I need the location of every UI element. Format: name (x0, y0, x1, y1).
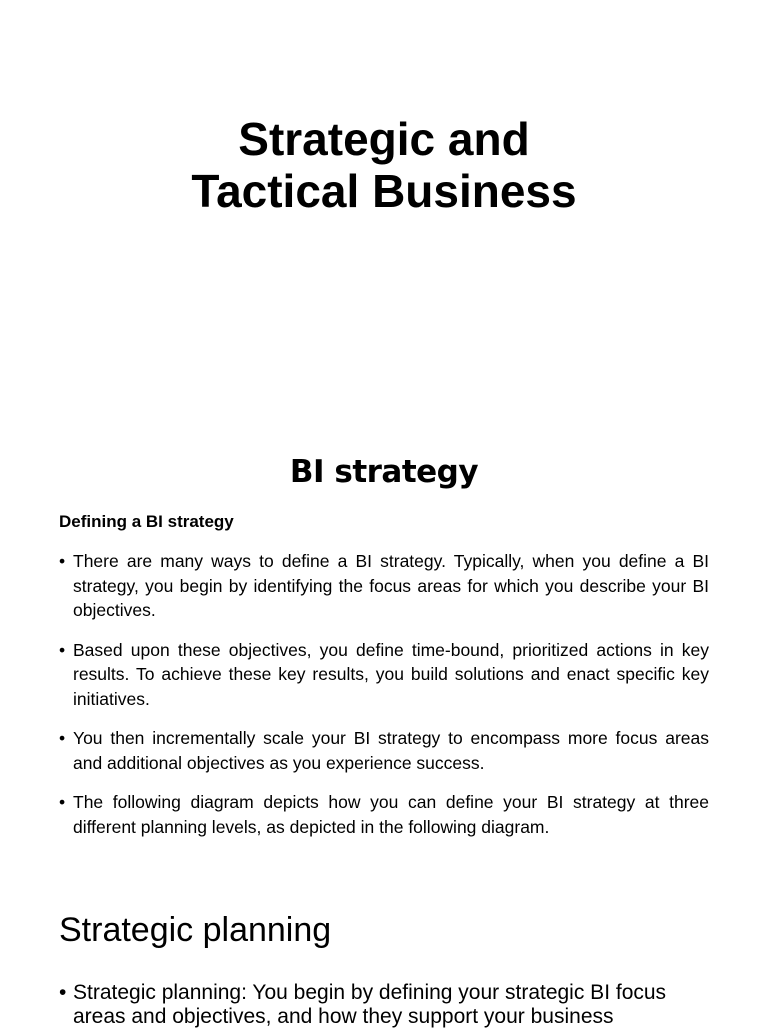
bullet-icon: • (59, 981, 67, 1004)
slide-bi-strategy (0, 420, 768, 860)
bullet-icon: • (59, 639, 66, 660)
bullet-text: The following diagram depicts how you can define your BI strategy at three different planning levels, as depicted in the following diagram. (73, 792, 709, 837)
bullet-item (59, 726, 709, 775)
title-line-1: Strategic and (238, 113, 530, 165)
bullet-text: You then incrementally scale your BI strategy to encompass more focus areas and additional objectives as you experience success. (73, 728, 709, 773)
slide-title (0, 0, 768, 420)
bullet-icon: • (59, 551, 66, 571)
bullet-item (59, 981, 719, 1029)
bullet-item (59, 638, 709, 712)
bullet-icon: • (59, 792, 66, 812)
subheading-defining-bi-strategy: Defining a BI strategy (59, 512, 234, 531)
title-line-2: Tactical Business (191, 165, 577, 217)
bullet-text: Based upon these objectives, you define time-bound, prioritized actions in key results. To achieve these key results, you build solutions and enact specific key initiatives. (73, 639, 709, 709)
bullet-item (59, 790, 709, 839)
bullet-text: There are many ways to define a BI strategy. Typically, when you define a BI strategy, you begin by identifying the focus areas for which you describe your BI objectives. (73, 551, 709, 620)
bullet-item (59, 549, 709, 623)
bullet-list (59, 981, 719, 1029)
slide-strategic-planning (0, 880, 768, 1028)
slide-title-strategic-planning: Strategic planning (59, 911, 332, 949)
slide-main-title (0, 113, 768, 217)
bullet-list (59, 549, 709, 854)
slide-title-bi-strategy: BI strategy (289, 454, 479, 490)
bullet-text: Strategic planning: You begin by defining your strategic BI focus areas and objectives, and how they support your business (73, 981, 667, 1028)
bullet-icon: • (59, 728, 66, 748)
